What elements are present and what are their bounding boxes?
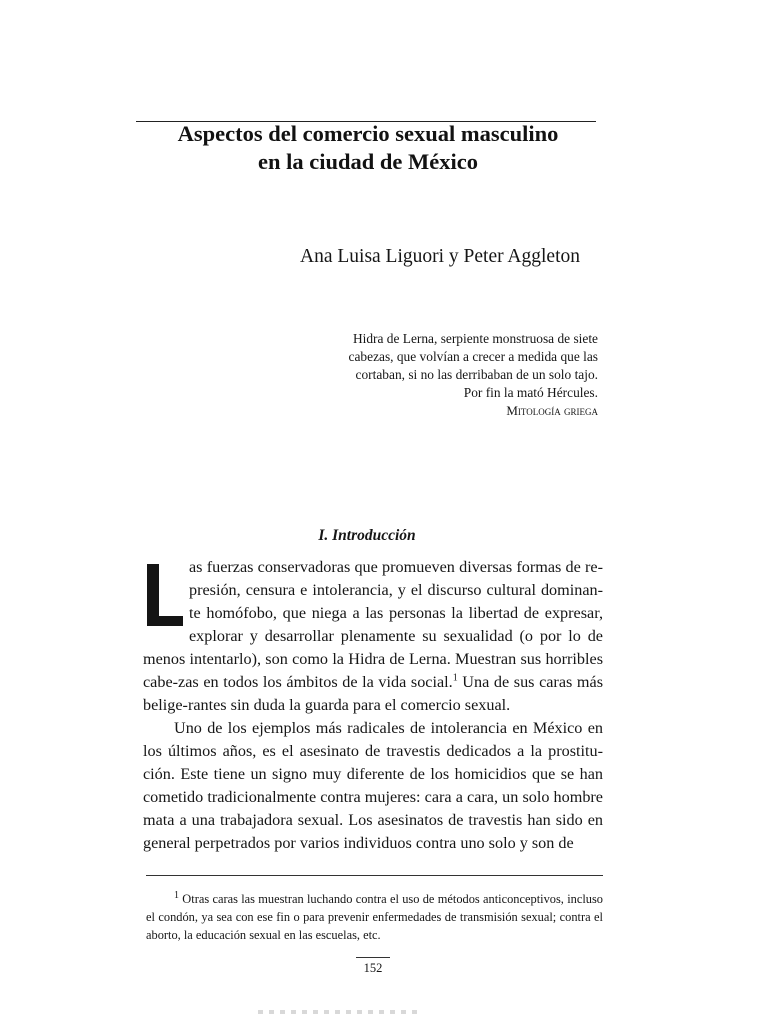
drop-cap-l-glyph bbox=[143, 564, 185, 626]
footnote-ref[interactable]: 1 bbox=[452, 672, 458, 684]
section-heading: I. Introducción bbox=[318, 527, 416, 544]
footnote-text: Otras caras las muestran luchando contra el uso de métodos anticonceptivos, incluso el condón, ya sea con ese fin o para prevenir enfermedades de transmisión sexual; contra el aborto, la educación sexual en las escuelas, etc. bbox=[146, 892, 603, 942]
article-title bbox=[130, 120, 606, 176]
epigraph-line: cortaban, si no las derribaban de un solo tajo. bbox=[355, 367, 598, 382]
epigraph-line: Por fin la mató Hércules. bbox=[463, 385, 598, 400]
epigraph bbox=[320, 330, 598, 420]
footnote-rule bbox=[146, 875, 603, 876]
epigraph-line: cabezas, que volvían a crecer a medida que las bbox=[348, 349, 598, 364]
drop-cap bbox=[143, 564, 185, 626]
page-number: 152 bbox=[363, 961, 383, 975]
epigraph-source: Mitología griega bbox=[506, 403, 598, 418]
paragraph: Uno de los ejemplos más radicales de intolerancia en México en los últimos años, es el asesinato de travestis dedicados a la prostitu-ción. Este tiene un signo muy diferente de los homicidios que se han cometido tradicionalmente contra mujeres: cara a cara, un solo hombre mata a una trabajadora sexual. Los asesinatos de travestis han sido en general perpetrados por varios individuos contra uno solo y son de bbox=[143, 719, 603, 852]
footnote-number: 1 bbox=[174, 889, 179, 901]
drop-cap-letter bbox=[143, 564, 144, 565]
scan-artifact bbox=[258, 1010, 418, 1014]
body-text bbox=[143, 556, 603, 855]
title-line-1: Aspectos del comercio sexual masculino bbox=[177, 121, 559, 146]
epigraph-line: Hidra de Lerna, serpiente monstruosa de siete bbox=[352, 331, 598, 346]
article-authors: Ana Luisa Liguori y Peter Aggleton bbox=[300, 246, 580, 267]
paragraph-text: Una de sus caras más belige-rantes sin duda la guarda para el comercio sexual. bbox=[143, 673, 603, 714]
paragraph bbox=[143, 556, 603, 717]
title-line-2: en la ciudad de México bbox=[258, 149, 478, 174]
footnote bbox=[146, 890, 603, 944]
paragraph-text: as fuerzas conservadoras que promueven diversas formas de re-presión, censura e intolerancia, y el discurso cultural dominan-te homófobo, que niega a las personas la libertad de expresar, explorar y desarrollar plenamente su sexualidad (o por lo de menos intentarlo), son como la Hidra de Lerna. Muestran sus horribles cabe-zas en todos los ámbitos de la vida social. bbox=[143, 558, 603, 691]
page-number-rule bbox=[356, 957, 390, 958]
